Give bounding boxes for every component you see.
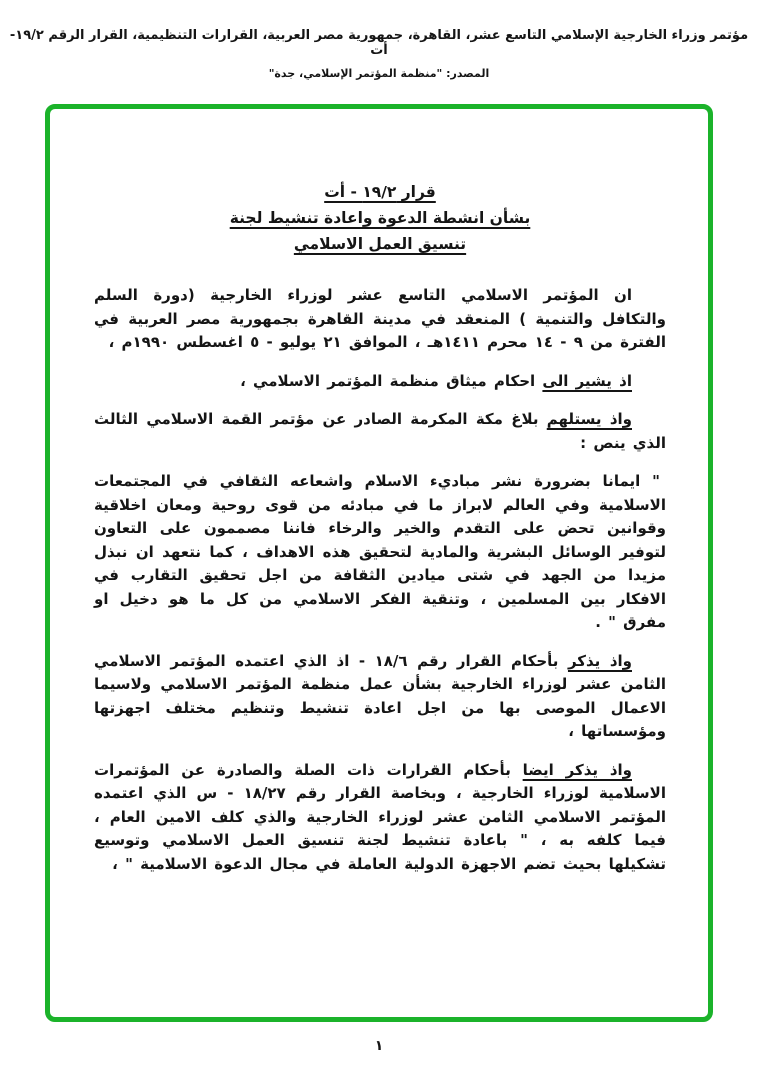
resolution-number-line: قرار ١٩/٢ - أت <box>324 183 436 201</box>
paragraph-text: بلاغ مكة المكرمة الصادر عن مؤتمر القمة الاسلامي الثالث الذي ينص : <box>94 410 666 452</box>
header-source: المصدر: "منظمة المؤتمر الإسلامي، جدة" <box>268 67 490 80</box>
paragraph-recalling-resolution-27-18 <box>94 759 666 877</box>
paragraph-lead: اذ يشير الى <box>542 371 632 390</box>
resolution-subject-line-1: بشأن انشطة الدعوة واعادة تنشيط لجنة <box>229 209 531 227</box>
paragraph-text: " ايمانا بضرورة نشر مباديء الاسلام واشعاعه الثقافي في المجتمعات الاسلامية وفي العالم لابراز ما في مبادئه من قوى روحية ومعان اخلاقية وقوانين تحض على التقدم والخير والرخاء فاننا مصممون على التعاون لتوفير الوسائل البشرية والمادية لتحقيق هذه الاهداف ، كما نتعهد ان نبذل مزيدا من الجهد في شتى ميادين الثقافة من اجل تحقيق التقارب في الافكار بين المسلمين ، وتنقية الفكر الاسلامي من كل ما هو دخيل او مفرق " . <box>94 472 666 631</box>
resolution-title <box>94 179 666 257</box>
paragraph-preamble <box>94 284 666 355</box>
resolution-subject-line-2: تنسيق العمل الاسلامي <box>293 235 467 253</box>
paragraph-lead: واذ يذكر <box>567 651 632 670</box>
paragraph-lead: واذ يستلهم <box>546 410 632 428</box>
paragraph-text: بأحكام القرارات ذات الصلة والصادرة عن المؤتمرات الاسلامية لوزراء الخارجية ، وبخاصة القرار رقم ١٨/٢٧ - س الذي اعتمده المؤتمر الاسلامي الثامن عشر لوزراء الخارجية والذي كلف الامين العام ، فيما كلفه به ، " باعادة تنشيط لجنة تنسيق العمل الاسلامي وتوسيع تشكيلها بحيث تضم الاجهزة الدولية العاملة في مجال الدعوة الاسلامية " ، <box>94 760 666 873</box>
paragraph-makkah-quotation <box>94 470 666 635</box>
paragraph-text: بأحكام القرار رقم ١٨/٦ - اذ الذي اعتمده المؤتمر الاسلامي الثامن عشر لوزراء الخارجية بشأن عمل منظمة المؤتمر الاسلامي ولاسيما الاعمال الموصى بها من اجل اعادة تنشيط وتنظيم مختلف اجهزتها ومؤسساتها ، <box>94 651 666 740</box>
paragraph-recalling-resolution-6-18 <box>94 650 666 744</box>
paragraph-recalling-charter <box>94 370 666 394</box>
green-page-frame <box>45 104 713 1022</box>
paragraph-text: ان المؤتمر الاسلامي التاسع عشر لوزراء الخارجية (دورة السلم والتكافل والتنمية ) المنعقد في مدينة القاهرة بجمهورية مصر العربية في الفترة من ٩ - ١٤ محرم ١٤١١هـ ، الموافق ٢١ يوليو - ٥ اغسطس ١٩٩٠م ، <box>94 286 666 351</box>
paragraph-lead: واذ يذكر ايضا <box>522 760 632 779</box>
header-citation: مؤتمر وزراء الخارجية الإسلامي التاسع عشر، القاهرة، جمهورية مصر العربية، القرارات التنظيمية، القرار الرقم ١٩/٢- أت <box>9 28 749 58</box>
paragraph-text: احكام ميثاق منظمة المؤتمر الاسلامي ، <box>240 371 543 390</box>
paragraph-inspired-by-makkah <box>94 408 666 455</box>
document-header <box>0 28 758 80</box>
page-number: ١ <box>374 1038 384 1054</box>
